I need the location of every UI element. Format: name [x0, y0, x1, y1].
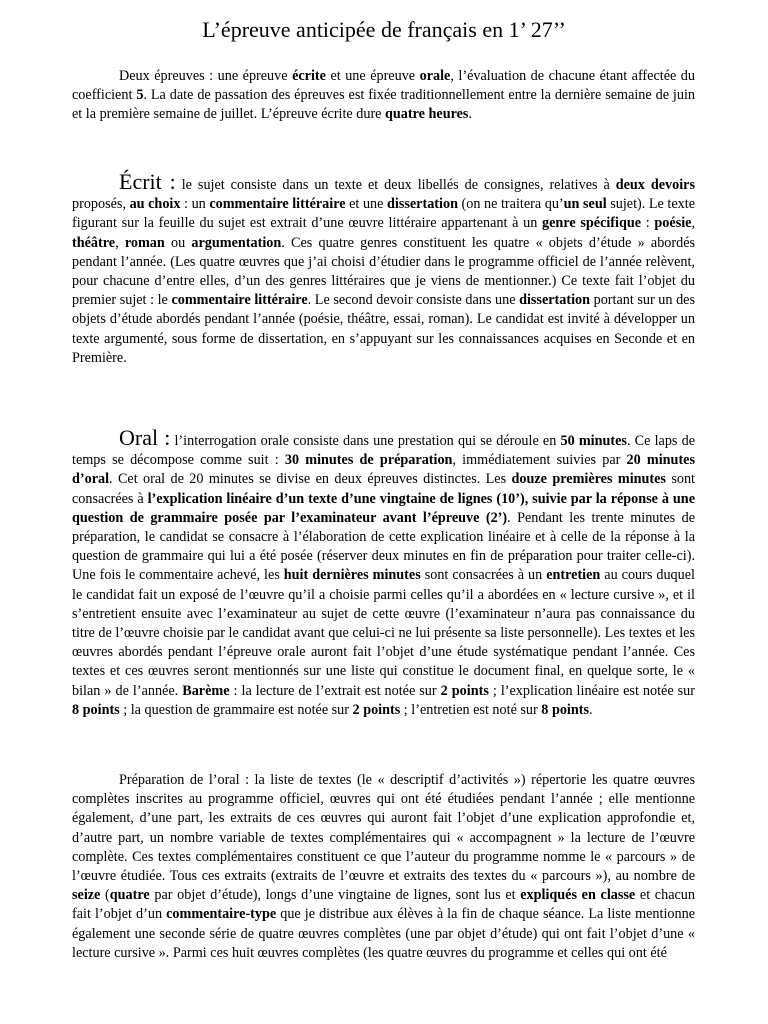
oral-text-11: ; la question de grammaire est notée sur — [119, 701, 353, 718]
ecrit-bold-11: commentaire littéraire — [171, 292, 308, 309]
oral-bold-3: 20 minutes d’oral — [72, 452, 695, 488]
oral-text-9: : la lecture de l’extrait est notée sur — [229, 682, 441, 699]
intro-text-2: et une épreuve — [325, 68, 420, 84]
oral-text-6: . Pendant les trente minutes de préparation, le candidat se consacre à l’élaboration de cette explication linéaire et à celle de la réponse à la question de grammaire qui lui a été posée (réserver deux minutes en fin de préparation pour traiter celle-ci). Une fois le commentaire achevé, les — [72, 509, 695, 584]
document-title: L’épreuve anticipée de français en 1’ 27’’ — [202, 17, 566, 42]
oral-bold-12: 8 points — [541, 701, 589, 718]
ecrit-bold-7: poésie — [654, 215, 692, 232]
oral-bold-8: Barème — [182, 682, 230, 699]
ecrit-text-13: portant sur un des objets d’étude abordés pendant l’année (poésie, théâtre, essai, roman). Le candidat est invité à développer un texte argumenté, sous forme de dissertation, en s’appuyant sur les connaissances acquises en Seconde et en Première. — [72, 292, 695, 366]
ecrit-bold-10: argumentation — [191, 234, 282, 251]
ecrit-bold-6: genre spécifique — [542, 215, 642, 232]
oral-text-2: . Ce laps de temps se décompose comme suit : — [72, 433, 696, 469]
intro-text-1: Deux épreuves : une épreuve — [119, 68, 293, 84]
oral-text-3: , immédiatement suivies par — [452, 452, 627, 469]
ecrit-text-1: le sujet consiste dans un texte et deux libellés de consignes, relatives à — [175, 177, 616, 193]
intro-text-3: , l’évaluation de chacune étant affectée du coefficient — [72, 68, 695, 104]
ecrit-text-9: , — [115, 234, 125, 251]
ecrit-text-10: ou — [164, 234, 192, 251]
ecrit-text-11: . Ces quatre genres constituent les quatre « objets d’étude » abordés pendant l’année. (Les quatre œuvres que j’ai choisi d’étudier dans le programme officiel de l’année relèvent, pour chacune d’entre elles, d’un des genres littéraires que je viens de mentionner.) Ce texte fait l’objet du premier sujet : le — [72, 234, 696, 309]
ecrit-text-7: : — [641, 215, 655, 232]
ecrit-text-3: : un — [180, 196, 210, 213]
prep-bold-3: expliqués en classe — [520, 887, 636, 904]
oral-text-12: ; l’entretien est noté sur — [400, 701, 542, 718]
intro-text-4: . La date de passation des épreuves est fixée traditionnellement entre la dernière semaine de juin et la première semaine de juillet. L’épreuve écrite dure — [72, 87, 695, 123]
ecrit-paragraph — [72, 169, 696, 368]
oral-bold-6: huit dernières minutes — [283, 567, 421, 584]
prep-text-4: et chacun fait l’objet d’un — [72, 887, 695, 923]
intro-paragraph — [72, 67, 695, 125]
ecrit-bold-2: au choix — [129, 196, 181, 213]
ecrit-bold-1: deux devoirs — [615, 177, 695, 193]
prep-text-1: Préparation de l’oral : la liste de textes (le « descriptif d’activités ») répertorie les quatre œuvres complètes inscrites au programme officiel, œuvres qui ont été étudiées pendant l’année ; elle mentionne également, d’une part, les extraits de ces œuvres qui auront fait l’objet d’une explication approfondie et, d’autre part, un nombre variable de textes complémentaires qui « accompagnent » la lecture de l’œuvre complète. Ces textes complémentaires constituent ce que l’auteur du programme nomme le « parcours » de l’œuvre étudiée. Tous ces extraits (extraits de l’œuvre et extraits des textes du « parcours »), au nombre de — [72, 772, 695, 885]
prep-bold-2: quatre — [109, 887, 150, 904]
ecrit-text-6: sujet). Le texte figurant sur la feuille du sujet est extrait d’une œuvre littéraire appartenant à un — [72, 196, 696, 232]
oral-bold-5: l’explication linéaire d’un texte d’une vingtaine de lignes (10’), suivie par la réponse à une question de grammaire posée par l’examinateur avant l’épreuve (2’) — [72, 490, 695, 526]
intro-bold-2: orale — [419, 68, 451, 84]
prep-text-2: ( — [100, 887, 110, 904]
oral-bold-11: 2 points — [352, 701, 401, 718]
oral-text-13: . — [589, 701, 593, 718]
oral-text-4: . Cet oral de 20 minutes se divise en deux épreuves distinctes. Les — [109, 471, 512, 488]
ecrit-text-5: (on ne traitera qu’ — [457, 196, 564, 213]
intro-bold-3: 5 — [136, 87, 144, 104]
ecrit-bold-9: roman — [124, 234, 165, 251]
ecrit-bold-4: dissertation — [387, 196, 458, 213]
intro-bold-1: écrite — [292, 68, 326, 84]
intro-text-5: . — [468, 106, 472, 123]
oral-text-7: sont consacrées à un — [420, 567, 547, 584]
ecrit-heading: Écrit : — [119, 169, 176, 194]
oral-paragraph — [72, 425, 696, 720]
oral-text-8: au cours duquel le candidat fait un exposé de l’œuvre qu’il a choisie parmi celles qu’il a abordées en « lecture cursive », et il s’entretient ensuite avec l’examinateur au sujet de cette œuvre (l’examinateur n’aura pas connaissance du titre de l’œuvre choisie par le candidat avant que celui-ci ne lui présente sa liste personnelle). Les textes et les œuvres abordés pendant l’épreuve orale auront fait l’objet d’une étude systématique pendant l’année. Ces textes et ces œuvres seront mentionnés sur une liste qui constitue le document final, en quelque sorte, le « bilan » de l’année. — [72, 567, 695, 699]
oral-heading: Oral : — [119, 425, 171, 450]
ecrit-bold-12: dissertation — [519, 292, 591, 309]
oral-text-5: sont consacrées à — [72, 471, 695, 507]
ecrit-bold-5: un seul — [563, 196, 607, 213]
ecrit-text-12: . Le second devoir consiste dans une — [307, 292, 520, 309]
ecrit-text-4: et une — [345, 196, 388, 213]
oral-bold-9: 2 points — [440, 682, 489, 699]
ecrit-bold-8: théâtre — [72, 234, 116, 251]
prep-bold-1: seize — [72, 887, 101, 904]
ecrit-text-2: proposés, — [72, 196, 130, 213]
oral-text-1: l’interrogation orale consiste dans une prestation qui se déroule en — [170, 433, 561, 449]
ecrit-text-8: , — [691, 215, 695, 232]
preparation-paragraph — [72, 771, 695, 963]
prep-text-3: par objet d’étude), longs d’une vingtaine de lignes, sont lus et — [149, 887, 521, 904]
oral-bold-2: 30 minutes de préparation — [284, 452, 453, 469]
intro-bold-4: quatre heures — [385, 106, 469, 123]
oral-bold-7: entretien — [546, 567, 601, 584]
prep-bold-4: commentaire-type — [166, 906, 277, 923]
oral-bold-10: 8 points — [72, 701, 120, 718]
oral-bold-1: 50 minutes — [560, 433, 627, 449]
oral-bold-4: douze premières minutes — [511, 471, 666, 488]
ecrit-bold-3: commentaire littéraire — [209, 196, 346, 213]
prep-text-5: que je distribue aux élèves à la fin de chaque séance. La liste mentionne également une seconde série de quatre œuvres complètes (une par objet d’étude) qui ont fait l’objet d’une « lecture cursive ». Parmi ces huit œuvres complètes (les quatre œuvres du programme et celles qui ont été — [72, 906, 695, 961]
oral-text-10: ; l’explication linéaire est notée sur — [488, 682, 695, 699]
